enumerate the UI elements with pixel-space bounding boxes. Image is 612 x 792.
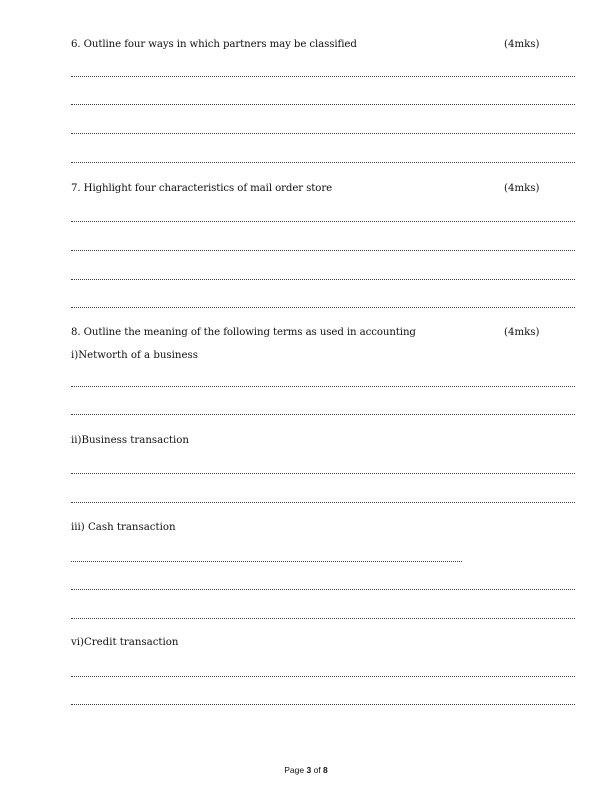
question-6-text: 6. Outline four ways in which partners may be classified	[71, 39, 357, 50]
answer-line[interactable]	[71, 133, 575, 134]
answer-line[interactable]	[71, 279, 575, 280]
answer-line[interactable]	[71, 162, 575, 163]
current-page-number: 3	[306, 765, 312, 775]
page-footer	[0, 765, 612, 775]
answer-line-short[interactable]	[71, 561, 462, 562]
answer-line[interactable]	[71, 502, 575, 503]
answer-line[interactable]	[71, 414, 575, 415]
answer-line[interactable]	[71, 307, 575, 308]
answer-line[interactable]	[71, 473, 575, 474]
answer-line[interactable]	[71, 386, 575, 387]
answer-line[interactable]	[71, 676, 575, 677]
sub-question-cash-transaction: iii) Cash transaction	[71, 522, 176, 533]
question-6-marks: (4mks)	[504, 39, 540, 50]
sub-question-business-transaction: ii)Business transaction	[71, 435, 189, 446]
footer-middle: of	[311, 765, 324, 775]
answer-line[interactable]	[71, 589, 575, 590]
answer-line[interactable]	[71, 250, 575, 251]
answer-line[interactable]	[71, 704, 575, 705]
answer-line[interactable]	[71, 76, 575, 77]
question-8-text: 8. Outline the meaning of the following terms as used in accounting	[71, 327, 416, 338]
question-7-marks: (4mks)	[504, 183, 540, 194]
total-page-count: 8	[323, 765, 328, 775]
answer-line[interactable]	[71, 104, 575, 105]
sub-question-networth: i)Networth of a business	[71, 350, 198, 361]
question-7-text: 7. Highlight four characteristics of mail order store	[71, 183, 333, 194]
footer-prefix: Page	[284, 765, 307, 775]
question-8-marks: (4mks)	[504, 327, 540, 338]
answer-line[interactable]	[71, 221, 575, 222]
sub-question-credit-transaction: vi)Credit transaction	[71, 637, 179, 648]
answer-line[interactable]	[71, 618, 575, 619]
